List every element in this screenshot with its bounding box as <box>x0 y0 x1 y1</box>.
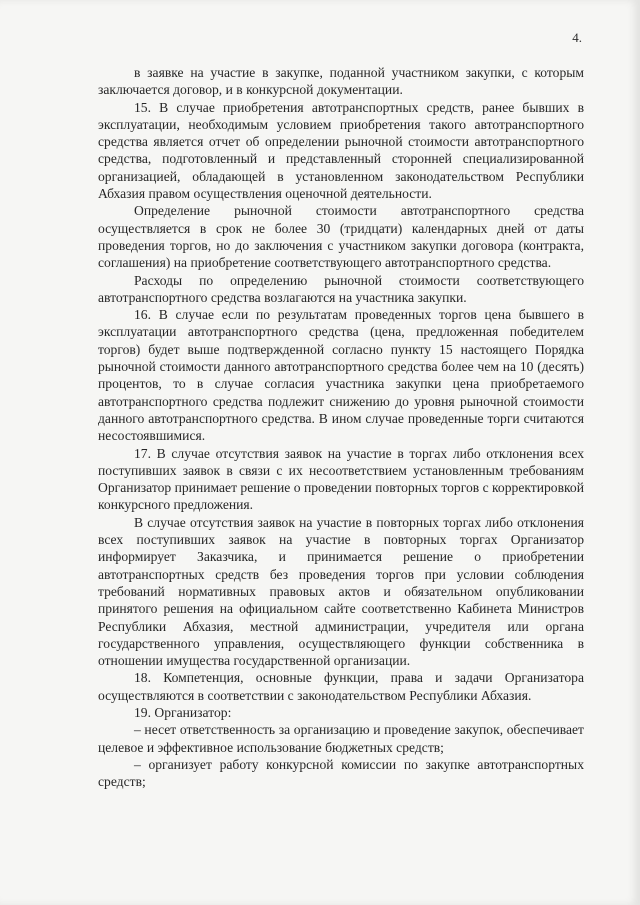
document-body <box>98 64 584 790</box>
paragraph-item-16: 16. В случае если по результатам проведенных торгов цена бывшего в эксплуатации автотранспортного средства (цена, предложенная победителем торгов) будет выше подтвержденной согласно пункту 15 настоящего Порядка рыночной стоимости данного автотранспортного средства более чем на 10 (десять) процентов, то в случае согласия участника закупки цена приобретаемого автотранспортного средства подлежит снижению до уровня рыночной стоимости данного автотранспортного средства. В ином случае проведенные торги считаются несостоявшимися. <box>98 307 584 444</box>
page-number: 4. <box>572 30 582 45</box>
paragraph-item-15: 15. В случае приобретения автотранспортных средств, ранее бывших в эксплуатации, необходимым условием приобретения такого автотранспортного средства является отчет об определении рыночной стоимости автотранспортного средства, подготовленный и представленный сторонней специализированной организацией, обладающей в установленном законодательством Республики Абхазия правом осуществления оценочной деятельности. <box>98 99 584 202</box>
paragraph-market-value-timing: Определение рыночной стоимости автотранспортного средства осуществляется в срок не более 30 (тридцати) календарных дней от даты проведения торгов, но до заключения с участником закупки договора (контракта, соглашения) на приобретение соответствующего автотранспортного средства. <box>98 203 584 271</box>
paragraph-item-19: 19. Организатор: <box>134 704 232 720</box>
paragraph-item-17: 17. В случае отсутствия заявок на участие в торгах либо отклонения всех поступивших заявок в связи с их несоответствием установленным требованиям Организатор принимает решение о проведении повторных торгов с корректировкой конкурсного предложения. <box>98 445 584 513</box>
paragraph-valuation-costs: Расходы по определению рыночной стоимости соответствующего автотранспортного средства возлагаются на участника закупки. <box>98 272 584 305</box>
paragraph-repeat-tender: В случае отсутствия заявок на участие в повторных торгах либо отклонения всех поступивших заявок на участие в повторных торгах Организатор информирует Заказчика, и принимается решение о приобретении автотранспортных средств без проведения торгов при условии соблюдения требований нормативных правовых актов и обязательном опубликовании принятого решения на официальном сайте соответственно Кабинета Министров Республики Абхазия, местной администрации, учредителя или органа государственного управления, осуществляющего функции собственника в отношении имущества государственной организации. <box>98 514 584 669</box>
paragraph-item-18: 18. Компетенция, основные функции, права и задачи Организатора осуществляются в соответствии с законодательством Республики Абхазия. <box>98 670 584 703</box>
list-item-responsibility: – несет ответственность за организацию и проведение закупок, обеспечивает целевое и эффективное использование бюджетных средств; <box>98 722 584 755</box>
list-item-commission: – организует работу конкурсной комиссии по закупке автотранспортных средств; <box>98 756 584 790</box>
paragraph-continuation: в заявке на участие в закупке, поданной участником закупки, с которым заключается договор, и в конкурсной документации. <box>98 65 584 98</box>
